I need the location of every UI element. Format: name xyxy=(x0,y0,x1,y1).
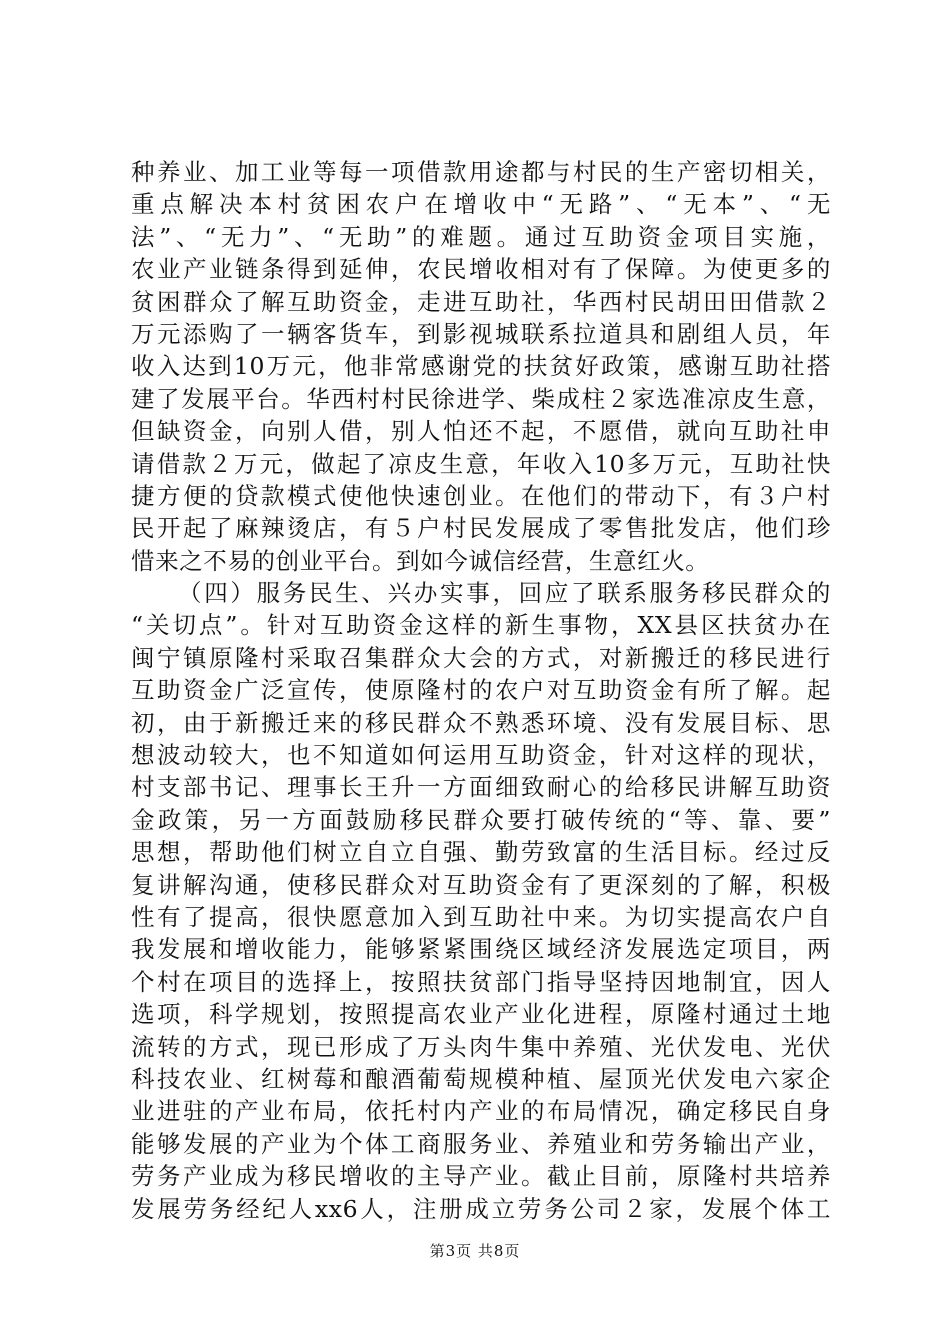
text-line: 劳务产业成为移民增收的主导产业。截止目前，原隆村共培养 xyxy=(131,1162,831,1191)
text-line: 重点解决本村贫困农户在增收中“无路”、“无本”、“无 xyxy=(131,190,831,219)
paragraph-end-line: 惜来之不易的创业平台。到如今诚信经营，生意红火。 xyxy=(131,546,710,575)
text-line: 农业产业链条得到延伸，农民增收相对有了保障。为使更多的 xyxy=(131,255,831,284)
text-line: 初，由于新搬迁来的移民群众不熟悉环境、没有发展目标、思 xyxy=(131,708,831,737)
text-line: 思想，帮助他们树立自立自强、勤劳致富的生活目标。经过反 xyxy=(131,838,831,867)
text-line: 我发展和增收能力，能够紧紧围绕区域经济发展选定项目，两 xyxy=(131,935,831,964)
text-line: 互助资金广泛宣传，使原隆村的农户对互助资金有所了解。起 xyxy=(131,676,831,705)
text-line: 闽宁镇原隆村采取召集群众大会的方式，对新搬迁的移民进行 xyxy=(131,643,831,672)
text-line: 万元添购了一辆客货车，到影视城联系拉道具和剧组人员，年 xyxy=(131,319,831,348)
text-line: 法”、“无力”、“无助”的难题。通过互助资金项目实施， xyxy=(131,222,831,251)
text-line: 种养业、加工业等每一项借款用途都与村民的生产密切相关， xyxy=(131,158,831,186)
text-line: 选项，科学规划，按照提高农业产业化进程，原隆村通过土地 xyxy=(131,1000,831,1029)
text-line: 想波动较大，也不知道如何运用互助资金，针对这样的现状， xyxy=(131,741,831,770)
section-heading-line: （四）服务民生、兴办实事，回应了联系服务移民群众的 xyxy=(178,579,831,608)
page-number-footer: 第3页 共8页 xyxy=(429,1242,521,1260)
text-line: 能够发展的产业为个体工商服务业、养殖业和劳务输出产业， xyxy=(131,1129,831,1158)
text-line: 请借款２万元，做起了凉皮生意，年收入10多万元，互助社快 xyxy=(131,449,831,478)
text-line: 流转的方式，现已形成了万头肉牛集中养殖、光伏发电、光伏 xyxy=(131,1032,831,1061)
text-line: 金政策，另一方面鼓励移民群众要打破传统的“等、靠、要” xyxy=(131,805,831,834)
text-line: 业进驻的产业布局，依托村内产业的布局情况，确定移民自身 xyxy=(131,1097,831,1126)
text-line: 收入达到10万元，他非常感谢党的扶贫好政策，感谢互助社搭 xyxy=(131,352,831,381)
text-line: 科技农业、红树莓和酿酒葡萄规模种植、屋顶光伏发电六家企 xyxy=(131,1064,831,1093)
body-text xyxy=(131,156,831,1225)
text-line: 复讲解沟通，使移民群众对互助资金有了更深刻的了解，积极 xyxy=(131,870,831,899)
text-line: 村支部书记、理事长王升一方面细致耐心的给移民讲解互助资 xyxy=(131,773,831,802)
text-line: 贫困群众了解互助资金，走进互助社，华西村民胡田田借款２ xyxy=(131,287,831,316)
text-line: 个村在项目的选择上，按照扶贫部门指导坚持因地制宜，因人 xyxy=(131,967,831,996)
text-line: 性有了提高，很快愿意加入到互助社中来。为切实提高农户自 xyxy=(131,902,831,931)
text-line: “关切点”。针对互助资金这样的新生事物，XX县区扶贫办在 xyxy=(131,611,831,640)
text-line: 捷方便的贷款模式使他快速创业。在他们的带动下，有３户村 xyxy=(131,481,831,510)
text-line: 发展劳务经纪人xx6人，注册成立劳务公司２家，发展个体工 xyxy=(131,1194,831,1223)
text-line: 建了发展平台。华西村村民徐进学、柴成柱２家选准凉皮生意， xyxy=(131,384,831,413)
text-line: 但缺资金，向别人借，别人怕还不起，不愿借，就向互助社申 xyxy=(131,417,831,446)
text-line: 民开起了麻辣烫店，有５户村民发展成了零售批发店，他们珍 xyxy=(131,514,831,543)
